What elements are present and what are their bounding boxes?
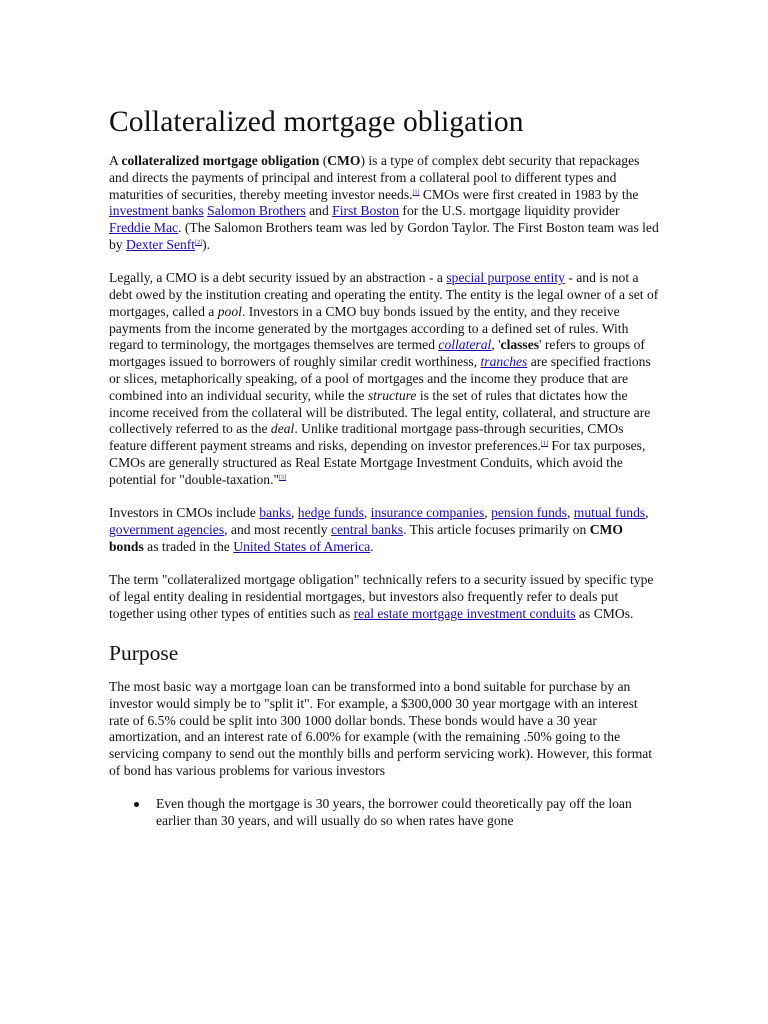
intro-paragraph	[109, 153, 659, 254]
bullet-icon	[134, 802, 139, 807]
link-remic[interactable]: real estate mortgage investment conduits	[353, 605, 576, 621]
term-cmo-bold: collateralized mortgage obligation	[121, 153, 320, 168]
acronym-cmo-bold: CMO	[327, 153, 361, 168]
link-investment-banks[interactable]: investment banks	[109, 203, 204, 219]
text: , '	[491, 337, 501, 353]
text: are specified fractions or slices, metaphorically speaking, of a pool of mortgages and the income they produce that are combined into an individual security, while the	[109, 354, 651, 403]
term-cmo-bonds-bold: CMO bonds	[109, 521, 623, 554]
text: . Unlike traditional mortgage pass-through securities, CMOs feature different payment streams and risks, depending on investor preferences.	[109, 421, 624, 454]
list-item	[156, 796, 659, 830]
link-central-banks[interactable]: central banks	[330, 521, 404, 537]
text: The term "collateralized mortgage obligation" technically refers to a security issued by specific type of legal entity dealing in residential mortgages, but investors also frequently refer to deals put together using other types of entities such as	[109, 572, 654, 621]
text: ,	[645, 505, 649, 521]
text: (	[319, 153, 328, 168]
reference-link-2[interactable]: [2]	[195, 239, 203, 246]
text: and	[305, 203, 333, 219]
text: as CMOs.	[575, 605, 634, 621]
page-title: Collateralized mortgage obligation	[109, 106, 524, 138]
term-deal-italic: deal	[270, 421, 295, 437]
link-special-purpose-entity[interactable]: special purpose entity	[446, 270, 565, 286]
text: CMOs were first created in 1983 by the	[419, 186, 639, 202]
reference-link-1b[interactable]: [1]	[540, 441, 548, 448]
link-hedge-funds[interactable]: hedge funds	[297, 505, 364, 521]
link-banks[interactable]: banks	[259, 505, 291, 521]
text: A	[109, 153, 122, 168]
term-pool-italic: pool	[217, 303, 242, 319]
text: , and most recently	[224, 521, 331, 537]
link-mutual-funds[interactable]: mutual funds	[573, 505, 646, 521]
text: .	[370, 538, 374, 554]
investors-paragraph	[109, 505, 659, 555]
link-first-boston[interactable]: First Boston	[332, 203, 400, 219]
text: . Investors in a CMO buy bonds issued by the entity, and they receive payments from the income generated by the mortgages according to a defined set of rules. With regard to terminology, the mortgages themselves are termed	[109, 303, 629, 353]
link-dexter-senft[interactable]: Dexter Senft	[126, 236, 196, 252]
text: Investors in CMOs include	[109, 505, 260, 521]
term-structure-italic: structure	[367, 387, 417, 403]
text: as traded in the	[143, 538, 234, 554]
link-united-states[interactable]: United States of America	[233, 538, 371, 554]
link-collateral[interactable]: collateral	[438, 337, 492, 353]
text: . (The Salomon Brothers team was led by Gordon Taylor. The First Boston team was led by	[109, 220, 659, 252]
text: ).	[202, 236, 211, 252]
reference-link-1[interactable]: [1]	[412, 189, 420, 196]
section-heading-purpose: Purpose	[109, 640, 179, 665]
text: for the U.S. mortgage liquidity provider	[399, 203, 620, 219]
text: ) is a type of complex debt security that repackages and directs the payments of principal and interest from a collateral pool to different types and maturities of securities, thereby meeting investor needs.	[109, 153, 640, 202]
reference-link-3[interactable]: [3]	[279, 474, 287, 481]
term-classes-bold: classes	[500, 337, 540, 353]
text: ,	[363, 505, 371, 521]
term-paragraph	[109, 572, 659, 622]
link-insurance-companies[interactable]: insurance companies	[370, 505, 485, 521]
link-freddie-mac[interactable]: Freddie Mac	[109, 220, 179, 236]
list-item-text: Even though the mortgage is 30 years, the borrower could theoretically pay off the loan earlier than 30 years, and will usually do so when rates have gone	[156, 796, 632, 828]
text: ,	[484, 505, 492, 521]
article	[109, 104, 659, 830]
text: . This article focuses primarily on	[403, 521, 590, 537]
link-salomon-brothers[interactable]: Salomon Brothers	[207, 203, 306, 219]
link-pension-funds[interactable]: pension funds	[491, 505, 567, 521]
legal-paragraph	[109, 270, 659, 488]
purpose-paragraph: The most basic way a mortgage loan can be transformed into a bond suitable for purchase by an investor would simply be to "split it". For example, a $300,000 30 year mortgage with an interest rate of 6.5% could be split into 300 1000 dollar bonds. These bonds would have a 30 year amortization, and an interest rate of 6.00% for example (with the remaining .50% going to the servicing company to send out the monthly bills and perform servicing work). However, this format of bond has various problems for various investors	[109, 678, 653, 778]
text: Legally, a CMO is a debt security issued by an abstraction - a	[109, 270, 447, 286]
text: For tax purposes, CMOs are generally structured as Real Estate Mortgage Investment Conduits, which avoid the potential for "double-taxation."	[109, 438, 646, 487]
link-tranches[interactable]: tranches	[480, 354, 528, 370]
text: is the set of rules that dictates how the income received from the collateral will be distributed. The legal entity, collateral, and structure are collectively referred to as the	[109, 387, 651, 437]
link-government-agencies[interactable]: government agencies	[109, 521, 225, 537]
purpose-bullet-list	[109, 796, 659, 830]
text: - and is not a debt owed by the institution creating and operating the entity. The entity is the legal owner of a set of mortgages, called a	[109, 270, 659, 319]
text: ,	[567, 505, 574, 521]
text: ,	[291, 505, 298, 521]
text: ' refers to groups of mortgages issued to borrowers of roughly similar credit worthiness,	[109, 337, 645, 370]
